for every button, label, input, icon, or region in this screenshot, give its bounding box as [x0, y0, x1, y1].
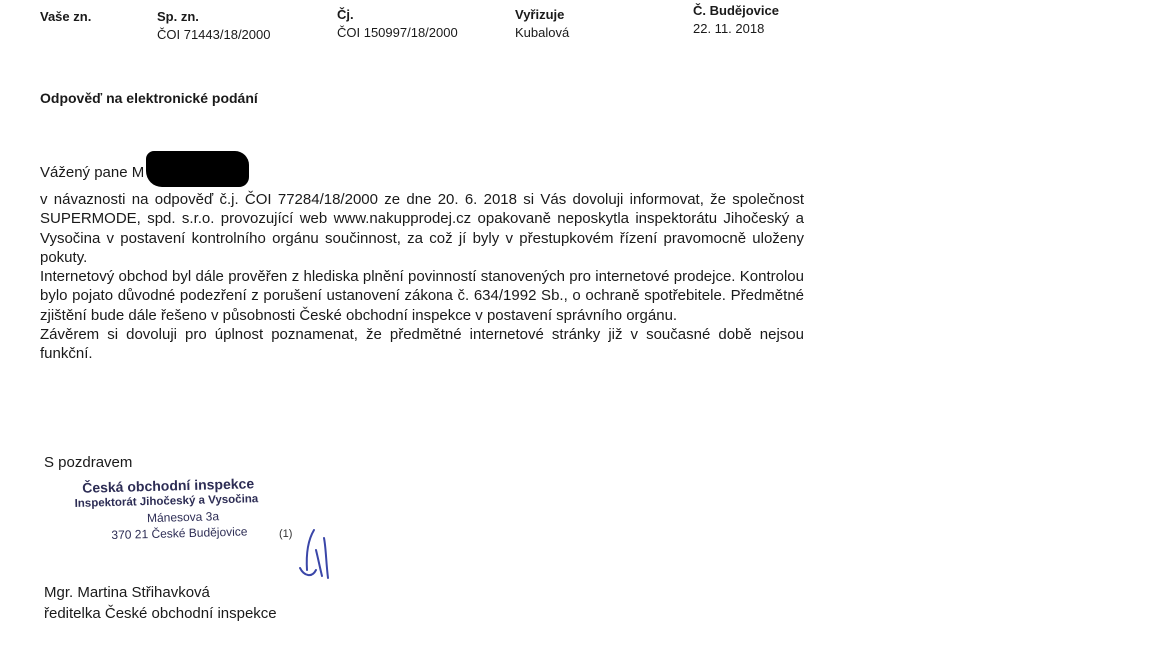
signer-block [44, 582, 277, 624]
salutation [40, 155, 249, 191]
stamp-line-3: Mánesova 3a [146, 509, 220, 526]
handler-value: Kubalová [515, 25, 570, 40]
stamp-number: (1) [279, 528, 293, 540]
ref-cj [337, 6, 458, 42]
reference-label: Čj. [337, 7, 354, 22]
file-no-label: Sp. zn. [157, 9, 199, 24]
stamp-line-2: Inspektorát Jihočeský a Vysočina [74, 493, 259, 510]
signer-name: Mgr. Martina Střihavková [44, 584, 210, 601]
redaction-box [146, 151, 249, 187]
reference-value: ČOI 150997/18/2000 [337, 25, 458, 40]
handwritten-signature [292, 524, 338, 586]
handler-label: Vyřizuje [515, 7, 565, 22]
letter-body [40, 190, 804, 364]
signer-title: ředitelka České obchodní inspekce [44, 605, 277, 622]
your-ref-label: Vaše zn. [40, 9, 92, 24]
body-paragraph-2: Internetový obchod byl dále prověřen z hlediska plnění povinností stanovených pro internetové prodejce. Kontrolou bylo pojato důvodné podezření z porušení ustanovení zákona č. 634/1992 Sb., o ochraně spotřebitele. Předmětné zjištění bude dále řešeno v působnosti České obchodní inspekce v postavení správního orgánu. [40, 268, 804, 324]
stamp-line-1: Česká obchodní inspekce [81, 475, 255, 496]
salutation-text: Vážený pane M [40, 163, 145, 181]
ref-handler [515, 6, 569, 42]
body-paragraph-1: v návaznosti na odpověď č.j. ČOI 77284/18/2000 ze dne 20. 6. 2018 si Vás dovoluji informovat, že společnost SUPERMODE, spd. s.r.o. provozující web www.nakupprodej.cz opakovaně neposkytla inspektorátu Jihočeský a Vysočina v postavení kontrolního orgánu součinnost, za což jí byly v přestupkovém řízení pravomocně uloženy pokuty. [40, 191, 804, 266]
body-paragraph-3: Závěrem si dovoluji pro úplnost poznamenat, že předmětné internetové stránky již v současné době nejsou funkční. [40, 326, 804, 363]
stamp-line-4: 370 21 České Budějovice [111, 524, 248, 543]
file-no-value: ČOI 71443/18/2000 [157, 27, 271, 42]
place-label: Č. Budějovice [693, 3, 779, 18]
letter-subject: Odpověď na elektronické podání [40, 90, 258, 106]
place-date [693, 2, 779, 38]
ref-file [157, 8, 270, 44]
closing-greeting: S pozdravem [44, 454, 133, 471]
date-value: 22. 11. 2018 [693, 21, 765, 36]
ref-your [40, 8, 91, 26]
